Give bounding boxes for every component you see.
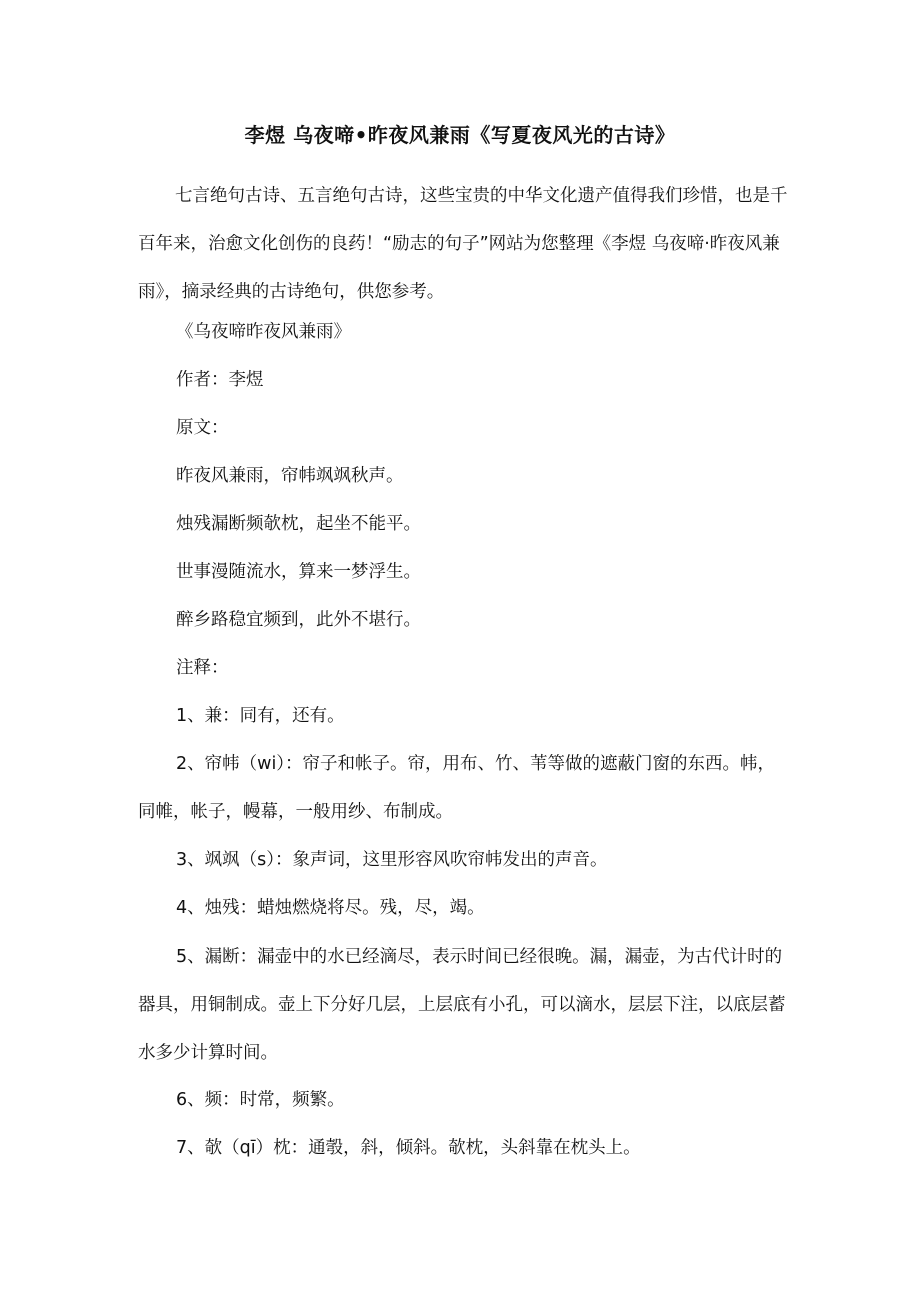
notes-label: 注释： (176, 658, 229, 678)
poem-line: 世事漫随流水，算来一梦浮生。 (176, 562, 421, 582)
poem-line: 醉乡路稳宜频到，此外不堪行。 (176, 610, 421, 630)
note-item: 2、帘帏（wi）：帘子和帐子。帘，用布、竹、苇等做的遮蔽门窗的东西。帏，同帷，帐子，幔幕，一般用纱、布制成。 (138, 754, 776, 822)
note-item: 7、欹（qī）枕：通彀，斜，倾斜。欹枕，头斜靠在枕头上。 (176, 1138, 641, 1158)
note-item: 4、烛残：蜡烛燃烧将尽。残，尽，竭。 (176, 898, 485, 918)
page-title: 李煜 乌夜啼•昨夜风兼雨《写夏夜风光的古诗》 (244, 123, 676, 147)
poem-title: 《乌夜啼昨夜风兼雨》 (176, 322, 351, 342)
author-line: 作者：李煜 (176, 370, 264, 390)
note-item: 6、频：时常，频繁。 (176, 1090, 345, 1110)
note-item: 1、兼：同有，还有。 (176, 706, 345, 726)
poem-line: 昨夜风兼雨，帘帏飒飒秋声。 (176, 466, 404, 486)
intro-paragraph: 七言绝句古诗、五言绝句古诗，这些宝贵的中华文化遗产值得我们珍惜，也是千百年来，治愈文化创伤的良药！“励志的句子”网站为您整理《李煜 乌夜啼·昨夜风兼雨》，摘录经典的古诗绝句，供您参考。 (138, 186, 788, 302)
note-item: 5、漏断：漏壶中的水已经滴尽，表示时间已经很晚。漏，漏壶，为古代计时的器具，用铜制成。壶上下分好几层，上层底有小孔，可以滴水，层层下注，以底层蓄水多少计算时间。 (138, 947, 786, 1063)
note-item: 3、飒飒（s）：象声词，这里形容风吹帘帏发出的声音。 (176, 850, 608, 870)
poem-line: 烛残漏断频欹枕，起坐不能平。 (176, 514, 421, 534)
original-label: 原文： (176, 418, 229, 438)
